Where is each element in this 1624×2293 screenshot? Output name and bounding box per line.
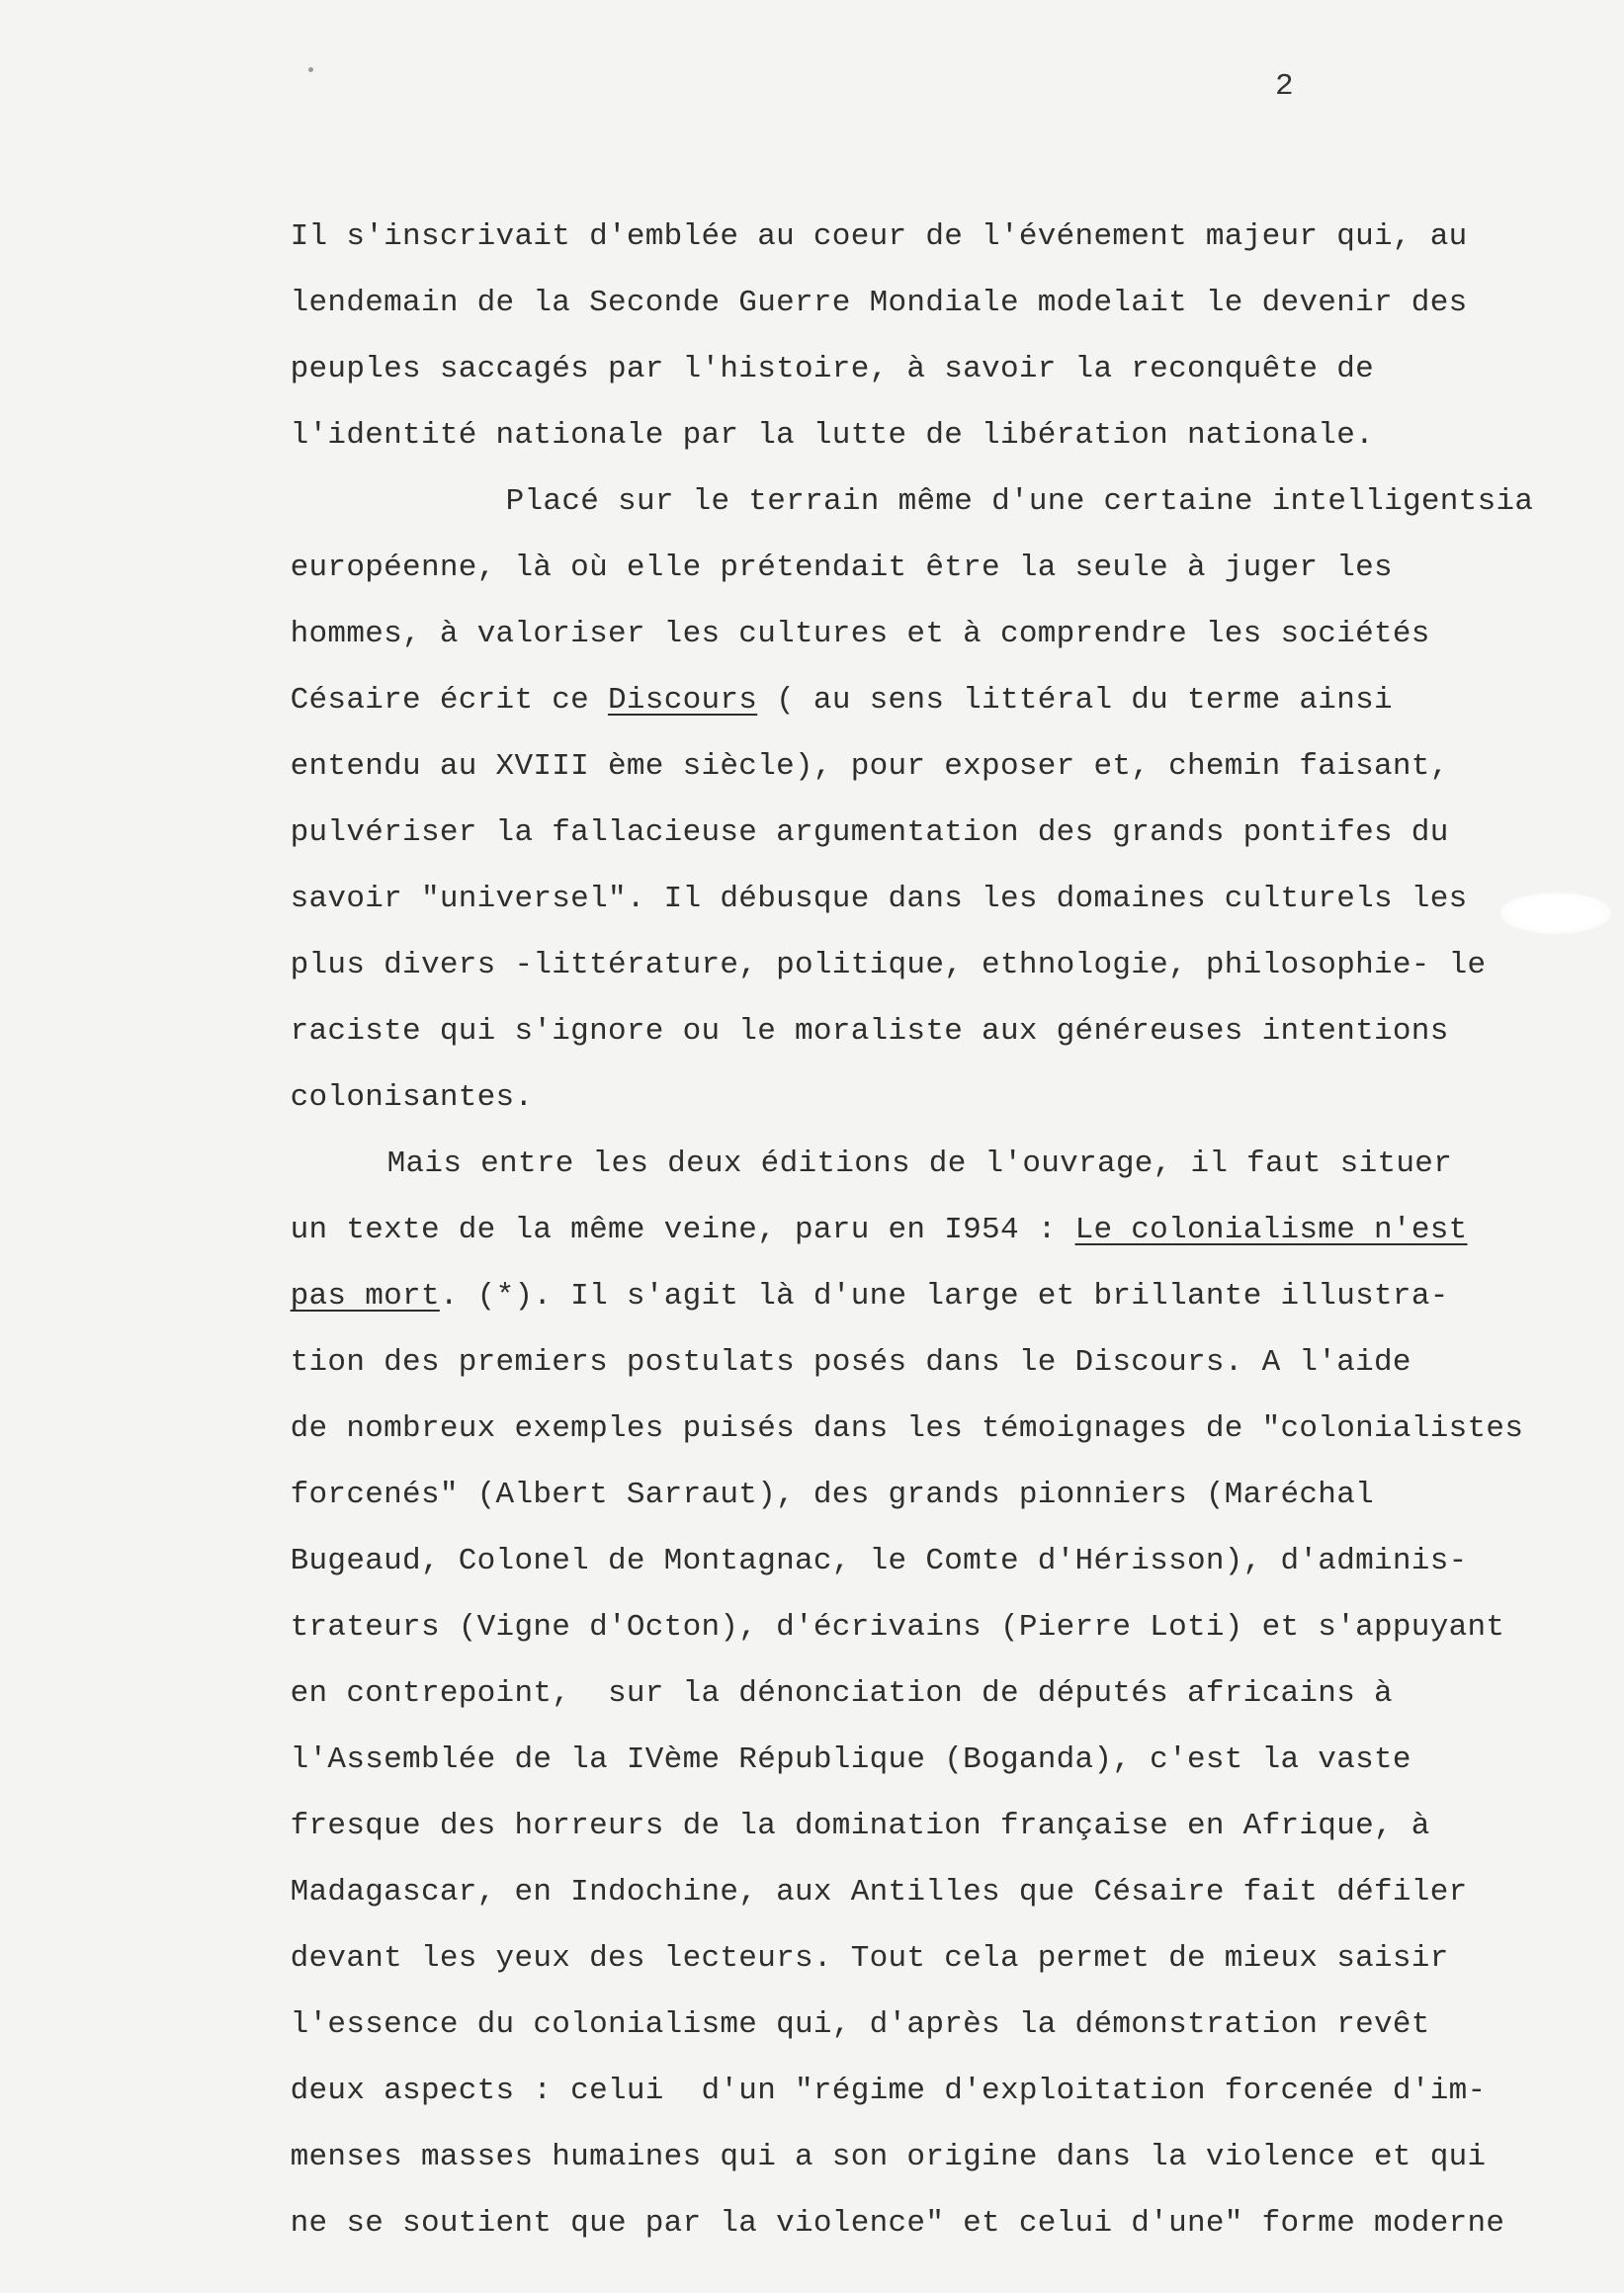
discours-title: Discours	[607, 683, 758, 718]
text-line: menses masses humaines qui a son origine dans la violence et qui	[290, 2140, 1487, 2174]
colonialisme-title-end: pas mort	[290, 1279, 440, 1314]
text-line: l'essence du colonialisme qui, d'après la démonstration revêt	[290, 2007, 1430, 2042]
text-line: l'Assemblée de la IVème République (Boganda), c'est la vaste	[290, 1742, 1411, 1777]
text-line: deux aspects : celui d'un "régime d'exploitation forcenée d'im-	[290, 2074, 1487, 2108]
text-line: devant les yeux des lecteurs. Tout cela permet de mieux saisir	[290, 1941, 1449, 1976]
text-line: plus divers -littérature, politique, ethnologie, philosophie- le	[290, 948, 1487, 982]
text-line: Césaire écrit ce Discours ( au sens littéral du terme ainsi	[290, 683, 1393, 718]
page-number: 2	[1275, 69, 1294, 104]
text-line: raciste qui s'ignore ou le moraliste aux généreuses intentions	[290, 1014, 1449, 1049]
text-line: ne se soutient que par la violence" et celui d'une" forme moderne	[290, 2206, 1505, 2241]
text-line: un texte de la même veine, paru en I954 : Le colonialisme n'est	[290, 1213, 1468, 1247]
text-line: Mais entre les deux éditions de l'ouvrage, il faut situer	[386, 1146, 1453, 1181]
ink-speck	[308, 67, 313, 72]
text-line: peuples saccagés par l'histoire, à savoir la reconquête de	[290, 352, 1374, 386]
text-line: Bugeaud, Colonel de Montagnac, le Comte d'Hérisson), d'adminis-	[290, 1544, 1468, 1578]
text-line: lendemain de la Seconde Guerre Mondiale modelait le devenir des	[290, 286, 1468, 320]
text-line: savoir "universel". Il débusque dans les domaines culturels les	[290, 882, 1468, 916]
text-line: Madagascar, en Indochine, aux Antilles que Césaire fait défiler	[290, 1875, 1468, 1910]
text-line: Il s'inscrivait d'emblée au coeur de l'événement majeur qui, au	[290, 219, 1468, 254]
colonialisme-title: Le colonialisme n'est	[1074, 1213, 1468, 1247]
text-line: forcenés" (Albert Sarraut), des grands pionniers (Maréchal	[290, 1478, 1374, 1512]
text-line: fresque des horreurs de la domination française en Afrique, à	[290, 1809, 1430, 1843]
text-line: européenne, là où elle prétendait être la seule à juger les	[290, 551, 1393, 585]
text-line: l'identité nationale par la lutte de libération nationale.	[290, 418, 1374, 453]
text-line: hommes, à valoriser les cultures et à comprendre les sociétés	[290, 617, 1430, 651]
text-line: tion des premiers postulats posés dans le Discours. A l'aide	[290, 1345, 1411, 1380]
text-line: entendu au XVIII ème siècle), pour exposer et, chemin faisant,	[290, 749, 1449, 784]
correction-smudge	[1500, 892, 1611, 934]
text-line: pas mort. (*). Il s'agit là d'une large et brillante illustra-	[290, 1279, 1449, 1314]
text-line: pulvériser la fallacieuse argumentation des grands pontifes du	[290, 815, 1449, 850]
text-line: en contrepoint, sur la dénonciation de députés africains à	[290, 1676, 1393, 1711]
text-line: trateurs (Vigne d'Octon), d'écrivains (Pierre Loti) et s'appuyant	[290, 1610, 1505, 1645]
text-line: Placé sur le terrain même d'une certaine intelligentsia	[505, 484, 1534, 519]
text-line: colonisantes.	[290, 1080, 534, 1115]
text-line: de nombreux exemples puisés dans les témoignages de "colonialistes	[290, 1411, 1524, 1446]
